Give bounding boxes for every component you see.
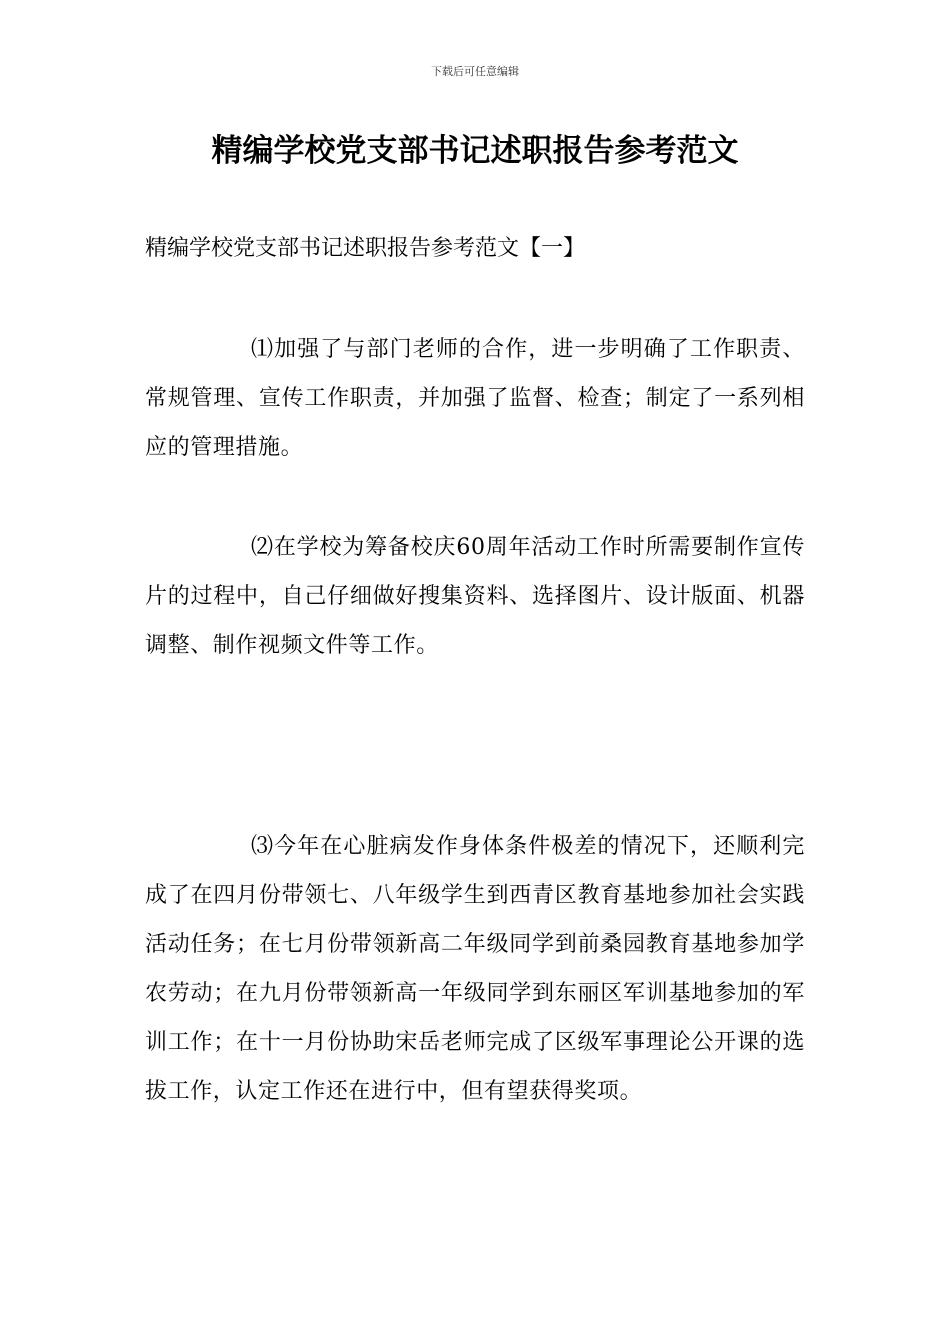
paragraph-2: ⑵在学校为筹备校庆60周年活动工作时所需要制作宣传片的过程中，自己仔细做好搜集资料、选择图片、设计版面、机器调整、制作视频文件等工作。 [145,535,805,658]
section-heading: 精编学校党支部书记述职报告参考范文【一】 [145,236,586,261]
paragraph-3: ⑶今年在心脏病发作身体条件极差的情况下，还顺利完成了在四月份带领七、八年级学生到西青区教育基地参加社会实践活动任务；在七月份带领新高二年级同学到前桑园教育基地参加学农劳动；在九月份带领新高一年级同学到东丽区军训基地参加的军训工作；在十一月份协助宋岳老师完成了区级军事理论公开课的选拔工作，认定工作还在进行中，但有望获得奖项。 [145,834,805,1104]
paragraph-1: ⑴加强了与部门老师的合作，进一步明确了工作职责、常规管理、宣传工作职责，并加强了监督、检查；制定了一系列相应的管理措施。 [145,337,805,460]
document-title: 精编学校党支部书记述职报告参考范文 [211,133,739,169]
header-note: 下载后可任意编辑 [431,65,519,78]
